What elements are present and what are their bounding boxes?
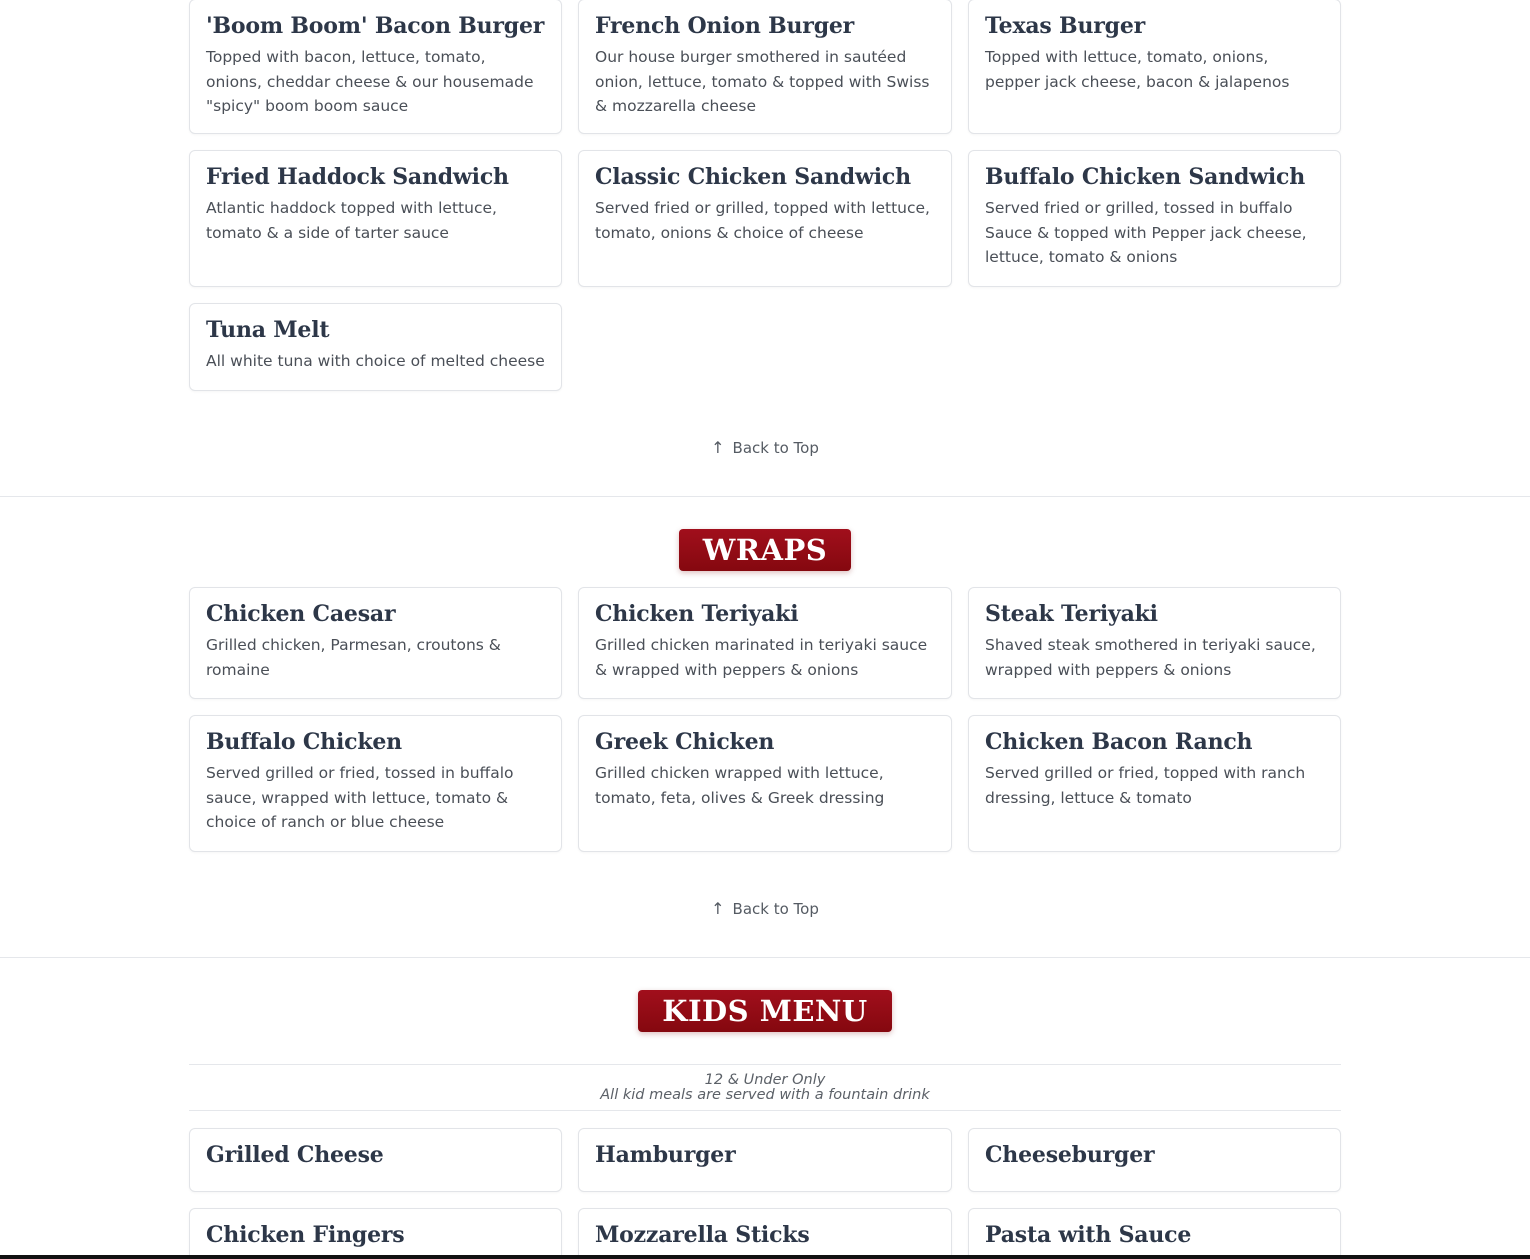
menu-item-card — [968, 0, 1341, 134]
menu-item-name: Chicken Fingers — [206, 1222, 405, 1248]
menu-item-card — [578, 587, 952, 699]
menu-item-card — [578, 0, 952, 134]
menu-item-description: Grilled chicken wrapped with lettuce, tomato, feta, olives & Greek dressing — [595, 764, 885, 807]
menu-item-card — [189, 150, 562, 287]
menu-item-card — [968, 1208, 1341, 1259]
menu-item-description: Shaved steak smothered in teriyaki sauce, wrapped with peppers & onions — [985, 636, 1316, 679]
menu-item-card — [968, 1128, 1341, 1192]
menu-item-description: Served fried or grilled, topped with lettuce, tomato, onions & choice of cheese — [595, 199, 930, 242]
menu-item-description: Grilled chicken marinated in teriyaki sauce & wrapped with peppers & onions — [595, 636, 928, 679]
back-to-top-link[interactable] — [0, 899, 1530, 918]
section-divider — [0, 957, 1530, 958]
kids-drink-note: All kid meals are served with a fountain drink — [600, 1087, 930, 1103]
menu-item-card — [189, 1208, 562, 1259]
menu-item-name: French Onion Burger — [595, 13, 855, 39]
menu-item-description: Served grilled or fried, tossed in buffalo sauce, wrapped with lettuce, tomato & choice of ranch or blue cheese — [206, 764, 514, 831]
menu-item-name: Cheeseburger — [985, 1142, 1155, 1168]
menu-item-card — [578, 1208, 952, 1259]
menu-item-card — [578, 1128, 952, 1192]
section-title-badge: KIDS MENU — [638, 990, 891, 1032]
menu-item-name: Classic Chicken Sandwich — [595, 164, 911, 190]
kids-grid — [189, 1128, 1341, 1259]
menu-item-name: Texas Burger — [985, 13, 1146, 39]
section-title-badge: WRAPS — [679, 529, 851, 571]
menu-item-name: Tuna Melt — [206, 317, 330, 343]
menu-item-name: Steak Teriyaki — [985, 601, 1158, 627]
menu-item-name: Mozzarella Sticks — [595, 1222, 810, 1248]
menu-item-description: Our house burger smothered in sautéed onion, lettuce, tomato & topped with Swiss & mozzarella cheese — [595, 48, 930, 115]
menu-item-card — [189, 587, 562, 699]
arrow-up-icon: ↑ — [711, 899, 725, 918]
menu-item-card — [968, 587, 1341, 699]
menu-item-name: Chicken Caesar — [206, 601, 396, 627]
menu-item-card — [578, 715, 952, 852]
menu-item-name: Chicken Teriyaki — [595, 601, 799, 627]
wraps-grid — [189, 587, 1341, 852]
kids-age-note: 12 & Under Only — [704, 1072, 826, 1088]
menu-item-card — [968, 715, 1341, 852]
menu-item-card — [189, 0, 562, 134]
menu-item-description: Topped with lettuce, tomato, onions, pepper jack cheese, bacon & jalapenos — [985, 48, 1290, 91]
menu-item-name: Buffalo Chicken Sandwich — [985, 164, 1306, 190]
sandwiches-grid — [189, 0, 1341, 391]
menu-item-description: Atlantic haddock topped with lettuce, tomato & a side of tarter sauce — [206, 199, 497, 242]
menu-item-name: Buffalo Chicken — [206, 729, 402, 755]
menu-item-description: Topped with bacon, lettuce, tomato, onions, cheddar cheese & our housemade "spicy" boom boom sauce — [206, 48, 534, 115]
menu-item-card — [189, 303, 562, 391]
menu-item-name: 'Boom Boom' Bacon Burger — [206, 13, 545, 39]
menu-item-description: Grilled chicken, Parmesan, croutons & romaine — [206, 636, 501, 679]
kids-menu-note — [189, 1064, 1341, 1111]
back-to-top-label: Back to Top — [732, 900, 819, 918]
menu-item-card — [189, 715, 562, 852]
menu-item-description: All white tuna with choice of melted cheese — [206, 352, 545, 370]
bottom-edge-bar — [0, 1255, 1530, 1259]
menu-item-name: Chicken Bacon Ranch — [985, 729, 1253, 755]
back-to-top-link[interactable] — [0, 438, 1530, 457]
section-divider — [0, 496, 1530, 497]
menu-item-name: Hamburger — [595, 1142, 736, 1168]
menu-item-name: Fried Haddock Sandwich — [206, 164, 509, 190]
arrow-up-icon: ↑ — [711, 438, 725, 457]
menu-item-card — [189, 1128, 562, 1192]
back-to-top-label: Back to Top — [732, 439, 819, 457]
menu-item-name: Pasta with Sauce — [985, 1222, 1192, 1248]
menu-item-name: Greek Chicken — [595, 729, 775, 755]
section-heading-wraps — [0, 529, 1530, 571]
menu-item-card — [968, 150, 1341, 287]
menu-item-description: Served grilled or fried, topped with ranch dressing, lettuce & tomato — [985, 764, 1306, 807]
menu-item-card — [578, 150, 952, 287]
menu-item-name: Grilled Cheese — [206, 1142, 384, 1168]
section-heading-kids-menu — [0, 990, 1530, 1032]
menu-item-description: Served fried or grilled, tossed in buffalo Sauce & topped with Pepper jack cheese, lettuce, tomato & onions — [985, 199, 1307, 266]
